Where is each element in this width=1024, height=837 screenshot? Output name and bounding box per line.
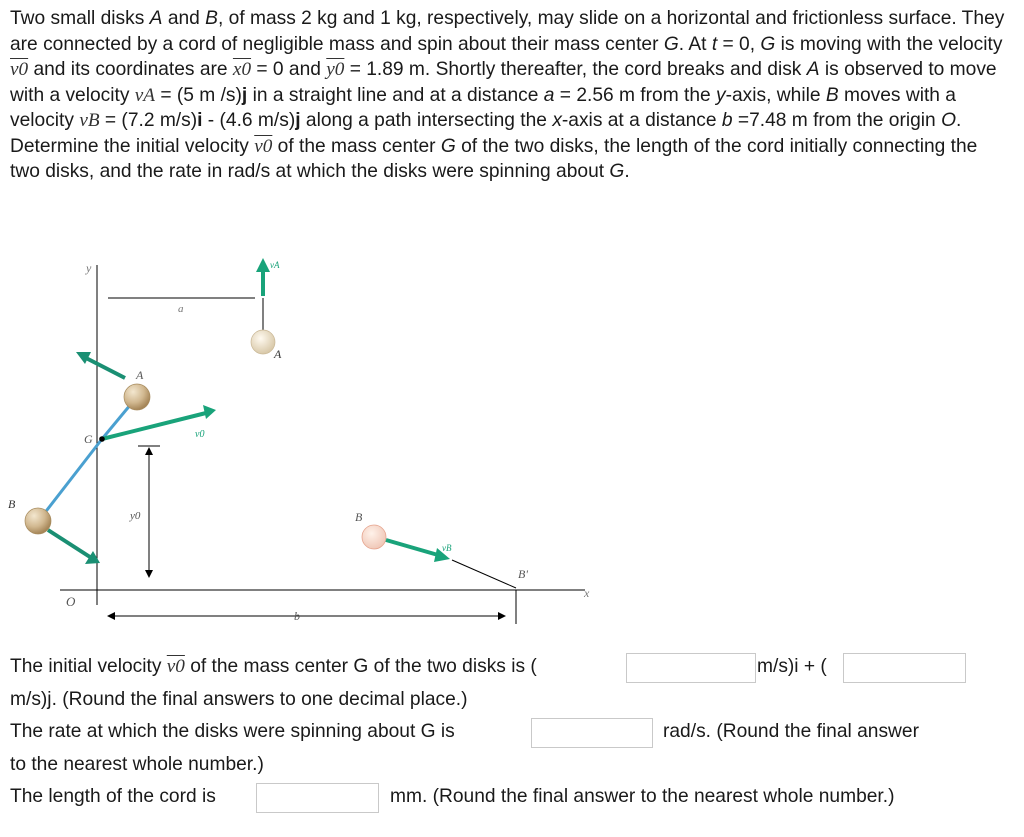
velocity-x-input[interactable]: [626, 653, 756, 683]
disk-A-initial: [124, 384, 150, 410]
vB-label: vB: [442, 543, 452, 553]
velocity-vA-arrowhead: [256, 258, 270, 272]
problem-paragraph: Two small disks A and B, of mass 2 kg and 1 kg, respectively, may slide on a horizontal and frictionless surface. They are connected by a cord of negligible mass and spin about their mass center G. At t = 0, G is moving with the velocity v0 and its coordinates are x0 = 0 and y0 = 1.89 m. Shortly thereafter, the cord breaks and disk A is observed to move with a velocity vA = (5 m /s)j in a straight line and at a distance a = 2.56 m from the y-axis, while B moves with a velocity vB = (7.2 m/s)i - (4.6 m/s)j along a path intersecting the x-axis at a distance b =7.48 m from the origin O. Determine the initial velocity v0 of the mass center G of the two disks, the length of the cord initially connecting the two disks, and the rate in rad/s at which the disks were spinning about G.: [10, 8, 1005, 182]
question-2-line-1: The rate at which the disks were spinning about G is: [10, 721, 455, 742]
velocity-vB-arrow: [386, 540, 438, 555]
disk-A-velocity-arrow: [86, 358, 125, 378]
x0-symbol: x0: [232, 59, 252, 80]
disk-A-final: [251, 330, 275, 354]
dimension-a-label: a: [178, 303, 184, 315]
question-2-line-2: to the nearest whole number.): [10, 754, 264, 775]
vA-label: vA: [270, 260, 280, 270]
velocity-v0-arrow: [102, 413, 206, 439]
question-1-line-1: The initial velocity v0 of the mass center G of the two disks is (: [10, 656, 537, 677]
y-axis-label: y: [86, 261, 92, 275]
mass-center-G: [99, 436, 105, 442]
unit-i-label: m/s)i + (: [757, 656, 827, 677]
x-axis-label: x: [584, 586, 590, 600]
origin-label: O: [66, 594, 76, 609]
path-B: [452, 560, 516, 588]
disk-B-final: [362, 525, 386, 549]
vA-symbol: vA: [134, 84, 156, 106]
diagram: [0, 248, 620, 628]
mass-center-G-label: G: [84, 432, 93, 446]
y0-symbol: y0: [326, 59, 345, 80]
velocity-y-input[interactable]: [843, 653, 966, 683]
question-3-label: The length of the cord is: [10, 786, 216, 807]
B-prime-label: B': [518, 567, 528, 581]
disk-A-initial-label: A: [136, 368, 144, 382]
velocity-v0-arrowhead: [203, 405, 216, 419]
disk-B-final-label: B: [355, 510, 363, 524]
y0-label: y0: [130, 510, 141, 522]
vB-symbol: vB: [79, 110, 100, 131]
v0-symbol: v0: [10, 59, 29, 80]
disk-A-final-label: A: [274, 347, 282, 361]
cord-to-B: [40, 439, 102, 519]
problem-statement: [10, 6, 1010, 185]
v0-symbol: v0: [254, 135, 273, 157]
disk-B-initial: [25, 508, 51, 534]
disk-B-initial-label: B: [8, 497, 16, 511]
question-3-unit: mm. (Round the final answer to the nearest whole number.): [390, 786, 895, 807]
v0-label: v0: [195, 429, 205, 440]
cord-length-input[interactable]: [256, 783, 379, 813]
question-1-line-2: m/s)j. (Round the final answers to one decimal place.): [10, 689, 468, 710]
dimension-b-label: b: [294, 609, 300, 623]
question-2-unit: rad/s. (Round the final answer: [663, 721, 919, 742]
disk-B-velocity-arrow: [48, 530, 90, 557]
spin-rate-input[interactable]: [531, 718, 653, 748]
